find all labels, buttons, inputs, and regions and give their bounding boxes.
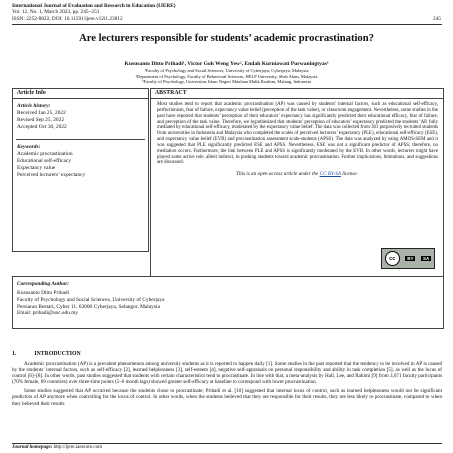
license-link[interactable]: CC BY-SA [319, 171, 341, 178]
license-suffix: license. [340, 171, 358, 178]
corr-email[interactable]: Email: prihadi@uoc.edu.my [17, 310, 79, 317]
keyword-1: Academic procrastination [17, 151, 73, 157]
cc-icon: cc [385, 251, 400, 266]
corr-address: Persiaran Bestari, Cyber 11, 63000 Cyberjaya, Selangor, Malaysia [17, 303, 160, 310]
keyword-3: Expectancy value [17, 165, 56, 171]
footer-url[interactable]: http://ijere.iaescore.com [53, 445, 102, 450]
history-accepted: Accepted Oct 30, 2022 [17, 124, 67, 130]
affiliation-1: ¹Faculty of Psychology and Social Sciences, University of Cyberjaya, Cyberjaya, Malaysia [144, 68, 309, 73]
journal-header [12, 3, 442, 22]
article-history-label: Article history: [17, 103, 51, 109]
intro-paragraph-1: Academic procrastination (AP) is a prevalent phenomenon among university students as it is reported to happen daily [1]. Some studies in the past reported that the tendency to be involved in AP is caused by the students’ internal factors, such as self-efficacy [2], learned helplessness [3], self-esteem [4], negative self-appraisals on personal responsibility and ability in task completion [5], as well as the locus of control [6]–[8]. In other words, past studies suggested that students with certain characteristics tend to procrastinate. In line with that, a meta-analysis by Hall, Lee, and Rahimi [9] from 3,071 faculty participants (70% female, 69 countries) over three-time points (5–6 month lags) showed greater self-efficacy at baseline to correspond with lower procrastination. [12, 361, 442, 386]
corresponding-author-box [12, 276, 444, 329]
history-revised: Revised Sep 25, 2022 [17, 117, 65, 123]
cc-by-label: BY [407, 256, 414, 261]
journal-volume: Vol. 12, No. 1, March 2023, pp. 245~251 [12, 9, 100, 16]
footer-label: Journal homepage: [12, 445, 53, 450]
footer-rule [12, 443, 442, 444]
license-prefix: This is an open access article under the [236, 171, 320, 178]
corresponding-author-heading: Corresponding Author: [17, 281, 70, 287]
article-info-box [12, 88, 149, 252]
abstract-heading: ABSTRACT [151, 89, 443, 99]
journal-issn: ISSN: 2252-8822, DOI: 10.11591/ijere.v12i1.23812 [12, 15, 123, 22]
info-divider [16, 139, 145, 140]
license-line [151, 171, 443, 177]
keyword-4: Perceived lecturers’ expectancy [17, 172, 86, 178]
history-received: Received Jan 25, 2022 [17, 110, 66, 116]
section-heading-introduction [12, 351, 442, 357]
introduction-body [12, 361, 442, 410]
section-number: 1. [12, 351, 17, 357]
cc-sa-label: SA [422, 256, 430, 261]
corr-name: Kususanto Ditto Prihadi [17, 290, 70, 296]
abstract-box [150, 88, 444, 277]
page-number: 245 [433, 16, 441, 22]
page-footer [12, 445, 102, 450]
abstract-text: Most studies tend to report that academic procrastination (AP) was caused by students’ internal factors, such as educational self-efficacy, perfectionism, fear of failure, expectancy value belief (perception of the task value), or classroom engagement. Nevertheless, some studies in the past have reported that students’ perception of their educators’ expectancy has significantly predicted their educational efficacy, fear of failure, and perception of the task value. Therefore, we hypothesized that students’ perception of educators’ expectancy predicted the students’ AP, fully mediated by educational self-efficacy, moderated by the expectancy value belief. The data was collected from 361 purposively recruited students from universities in Indonesia and Malaysia who completed the scales of perceived lecturers’ expectancy (PLE), educational self-efficacy (ESE), and expectancy value belief (EVB) and procrastination assessment scale-students (APSS). The data was analyzed by using AMOS-SEM and it was suggested that PLE significantly predicted ESE and APSS. Nevertheless, ESE was not a significant predictor of APSS; therefore, no mediation occurs. Furthermore, the link between PLE and APSS is significantly moderated by the EVB. In other words, lecturers might have played some active role, albeit indirect, in pushing students toward academic procrastination. Further implications, limitations, and suggestions are discussed. [157, 102, 438, 166]
affiliation-3: ³Faculty of Psychology, Universitas Islam Negeri Maulana Malik Ibrahim, Malang, Indonesia [142, 79, 311, 85]
corr-faculty: Faculty of Psychology and Social Sciences, University of Cyberjaya [17, 296, 165, 303]
intro-paragraph-2: Some studies suggested that AP occurred because the students chose to procrastinate; Prihadi et al. [10] suggested that internal locus of control, such as learned helplessness would not be significant predictors of AP anymore when controlling for the locus of control. In other words, when the students believed that they are responsible for their results, they are less likely to procrastinate, compared to when they believed their results [12, 388, 442, 407]
journal-name: International Journal of Evaluation and Research in Education (IJERE) [12, 3, 176, 9]
cc-by-sa-badge-icon[interactable] [381, 248, 435, 269]
keyword-2: Educational self-efficacy [17, 158, 71, 164]
corresponding-author-details [17, 290, 439, 317]
article-info-heading: Article Info [13, 89, 148, 99]
header-rule [12, 24, 442, 25]
paper-title: Are lecturers responsible for students’ academic procrastination? [79, 33, 374, 44]
section-title: INTRODUCTION [34, 351, 81, 357]
affiliation-2: ²Department of Psychology, Faculty of Behavioral Sciences, HELP University, Shah Alam, Malaysia [135, 73, 318, 79]
affiliations [20, 68, 433, 85]
keywords-label: Keywords: [17, 144, 41, 150]
author-list: Kususanto Ditto Prihadi¹, Victor Goh Weng Yew², Endah Kurniawati Purwaningtyas³ [124, 61, 329, 67]
